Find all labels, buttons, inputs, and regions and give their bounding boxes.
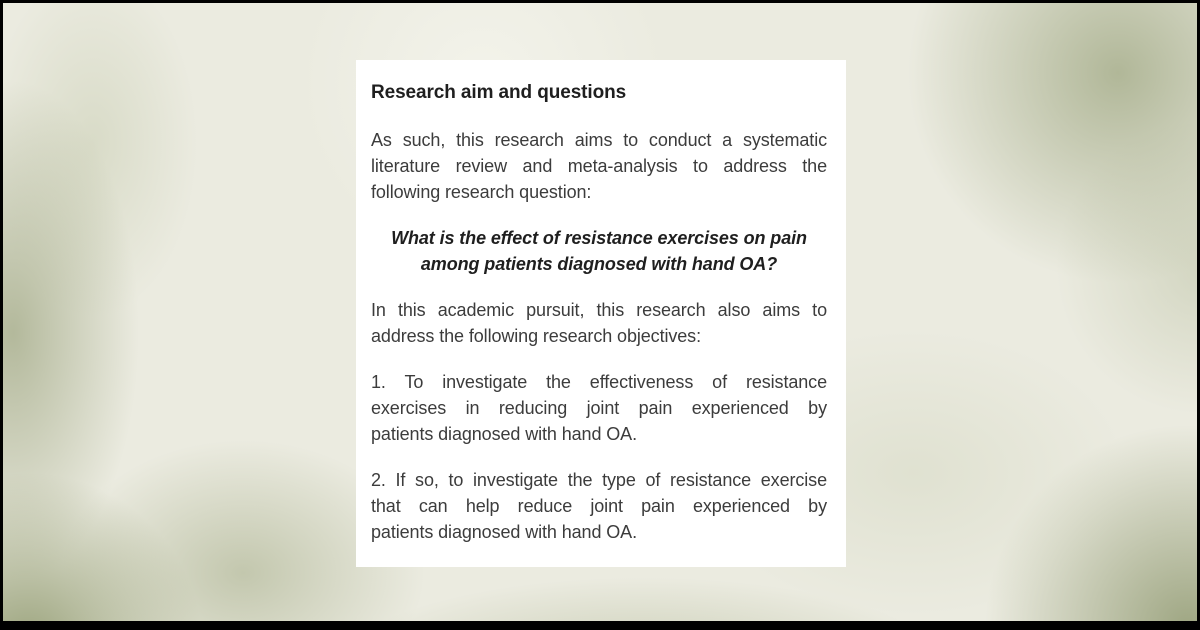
document-card: [356, 60, 846, 567]
intro-paragraph: [371, 127, 827, 205]
text-line: patients diagnosed with hand OA.: [371, 522, 637, 542]
text-line: exercises in reducing joint pain experienced by: [371, 398, 827, 418]
research-question: [371, 225, 827, 277]
text-line: 2. If so, to investigate the type of resistance exercise: [371, 470, 827, 490]
objective-2-paragraph: [371, 467, 827, 545]
text-line: 1. To investigate the effectiveness of resistance: [371, 372, 827, 392]
objectives-intro-paragraph: [371, 297, 827, 349]
text-line: following research question:: [371, 182, 592, 202]
objective-1-paragraph: [371, 369, 827, 447]
text-line: What is the effect of resistance exercises on pain: [391, 228, 807, 248]
text-line: that can help reduce joint pain experienced by: [371, 496, 827, 516]
text-line: patients diagnosed with hand OA.: [371, 424, 637, 444]
text-line: address the following research objectives:: [371, 326, 701, 346]
text-line: As such, this research aims to conduct a systematic: [371, 130, 827, 150]
text-line: literature review and meta-analysis to address the: [371, 156, 827, 176]
text-line: among patients diagnosed with hand OA?: [420, 254, 778, 274]
text-line: In this academic pursuit, this research also aims to: [371, 300, 827, 320]
section-heading: Research aim and questions: [371, 82, 627, 103]
